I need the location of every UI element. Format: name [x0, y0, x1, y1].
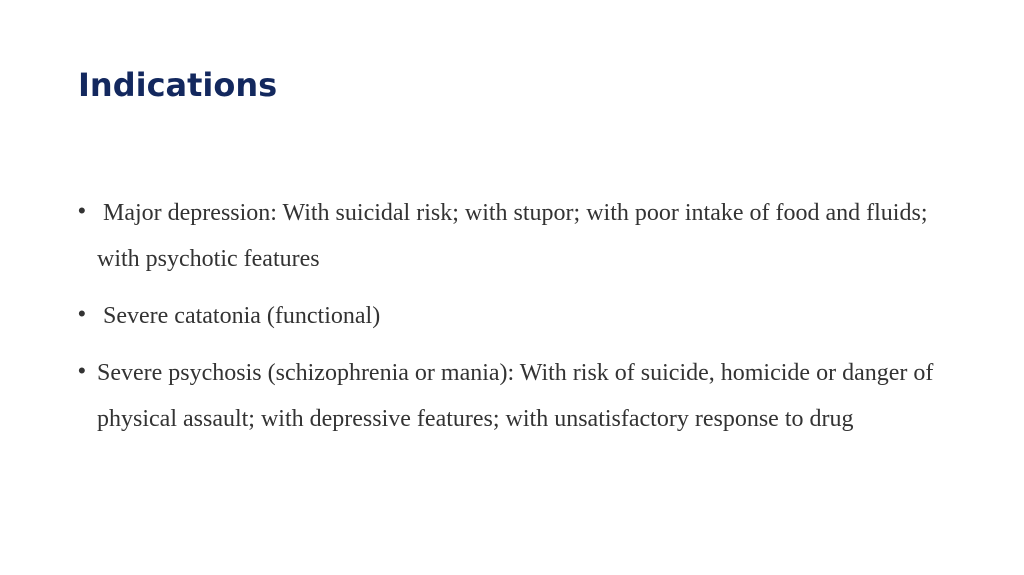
bullet-item-major-depression [78, 190, 948, 282]
bullet-icon: • [78, 301, 86, 326]
bullet-item-severe-psychosis [78, 350, 948, 442]
bullet-text: Major depression: With suicidal risk; with stupor; with poor intake of food and fluids; with psychotic features [97, 200, 934, 272]
slide-title: Indications [78, 66, 278, 104]
bullet-list [78, 190, 948, 453]
bullet-icon: • [78, 198, 86, 223]
bullet-icon: • [78, 358, 86, 383]
bullet-text: Severe psychosis (schizophrenia or mania): With risk of suicide, homicide or danger of physical assault; with depressive features; with unsatisfactory response to drug [97, 360, 940, 432]
bullet-item-severe-catatonia [78, 293, 948, 339]
bullet-text: Severe catatonia (functional) [97, 303, 381, 329]
